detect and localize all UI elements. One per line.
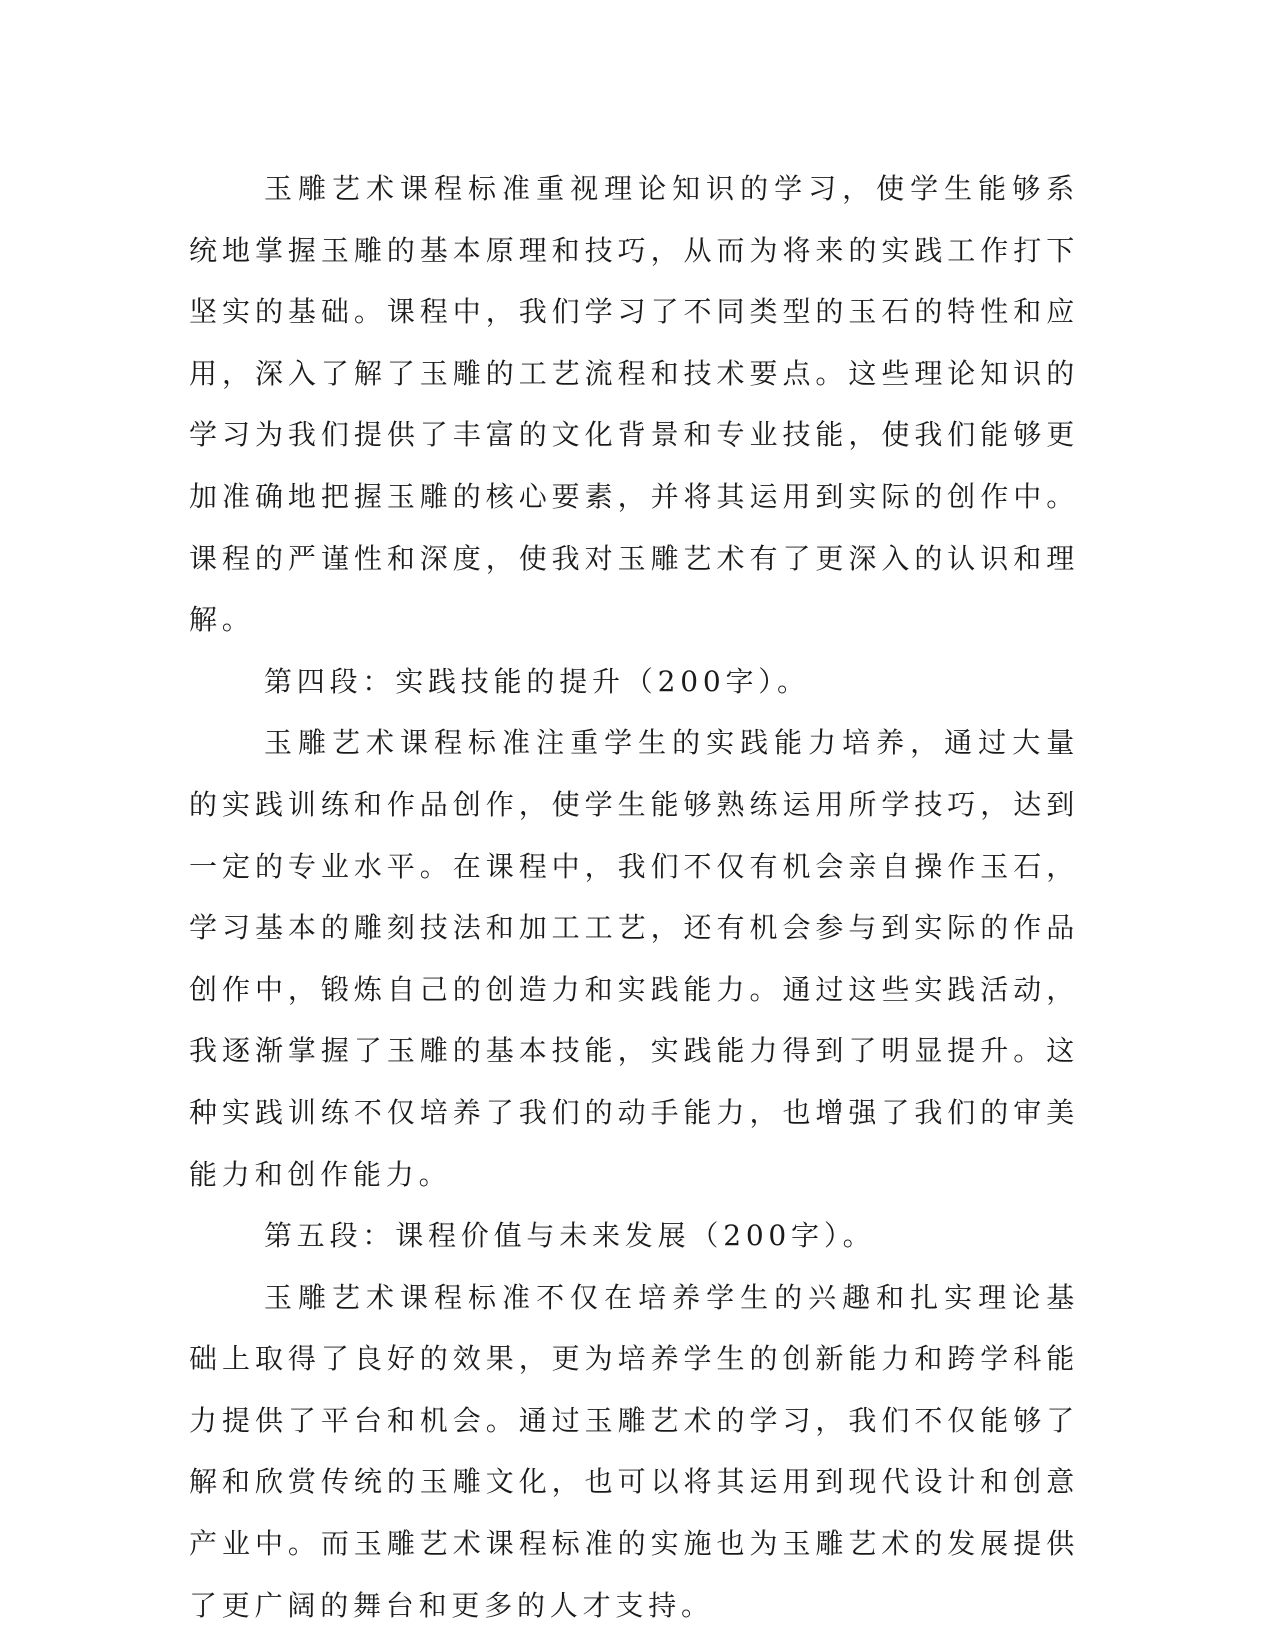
paragraph-value: 玉雕艺术课程标准不仅在培养学生的兴趣和扎实理论基础上取得了良好的效果，更为培养学生的创新能力和跨学科能力提供了平台和机会。通过玉雕艺术的学习，我们不仅能够了解和欣赏传统的玉雕文化，也可以将其运用到现代设计和创意产业中。而玉雕艺术课程标准的实施也为玉雕艺术的发展提供了更广阔的舞台和更多的人才支持。	[189, 1280, 1079, 1622]
paragraph-theory: 玉雕艺术课程标准重视理论知识的学习，使学生能够系统地掌握玉雕的基本原理和技巧，从而为将来的实践工作打下坚实的基础。课程中，我们学习了不同类型的玉石的特性和应用，深入了解了玉雕的工艺流程和技术要点。这些理论知识的学习为我们提供了丰富的文化背景和专业技能，使我们能够更加准确地把握玉雕的核心要素，并将其运用到实际的创作中。课程的严谨性和深度，使我对玉雕艺术有了更深入的认识和理解。	[189, 172, 1079, 637]
paragraph-practice: 玉雕艺术课程标准注重学生的实践能力培养，通过大量的实践训练和作品创作，使学生能够熟练运用所学技巧，达到一定的专业水平。在课程中，我们不仅有机会亲自操作玉石，学习基本的雕刻技法和加工工艺，还有机会参与到实际的作品创作中，锻炼自己的创造力和实践能力。通过这些实践活动，我逐渐掌握了玉雕的基本技能，实践能力得到了明显提升。这种实践训练不仅培养了我们的动手能力，也增强了我们的审美能力和创作能力。	[189, 726, 1079, 1191]
section-heading-5: 第五段：课程价值与未来发展（200字）。	[264, 1219, 876, 1253]
section-heading-4: 第四段：实践技能的提升（200字）。	[264, 664, 810, 698]
document-body	[189, 158, 1079, 1636]
